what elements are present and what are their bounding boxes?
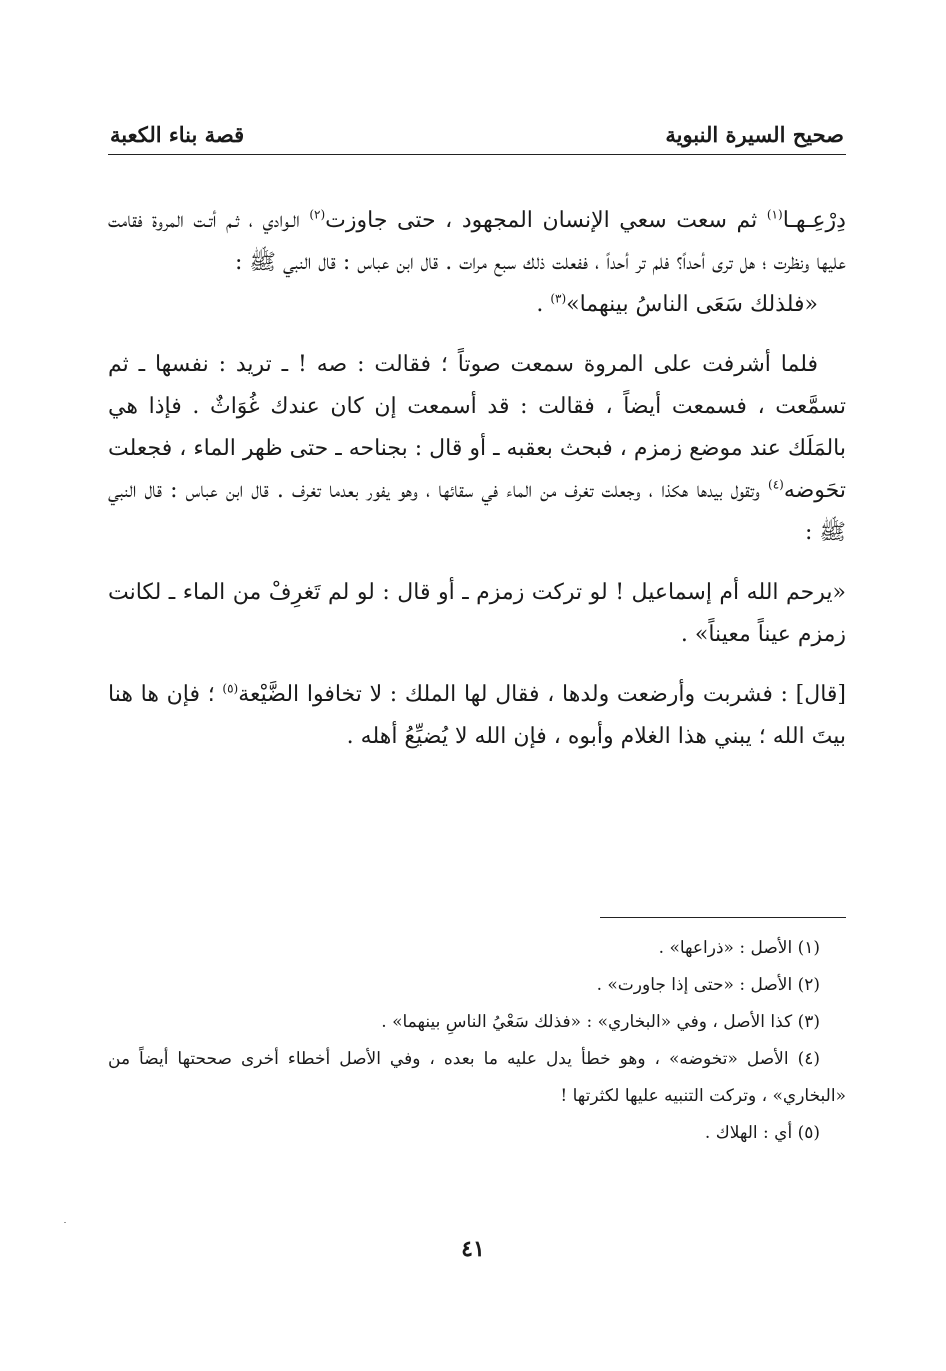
paragraph-2: [108, 344, 846, 554]
paragraph-1-middle: ثم سعت سعي الإنسان المجهود ، حتى جاوزت: [325, 208, 767, 233]
paragraph-2-end: وتقول بيدها هكذا ، وجعلت تغرف من الماء في سقائها ، وهو يفور بعدما تغرف . قال ابن عباس : قال النبي ﷺ :: [108, 478, 846, 545]
paragraph-1-start: دِرْعِـهـا: [782, 208, 846, 233]
footnote-ref-3: (٣): [550, 291, 567, 306]
hadith-quote-1: [108, 284, 846, 326]
book-title: صحيح السيرة النبوية: [665, 122, 844, 147]
paragraph-1: [108, 200, 846, 284]
paragraph-1-end: الـوادي ، ثـم أتـت المروة فقامت عليها ونظرت ؛ هل ترى أحداً؟ فلم تر أحداً ، ففعلت ذلك سبع مرات . قال ابن عباس : قال النبي ﷺ :: [108, 208, 846, 275]
footnotes: [108, 930, 846, 1152]
page-number: ٤١: [461, 1236, 485, 1262]
running-header: [108, 118, 846, 155]
footnote-ref-2: (٢): [309, 207, 326, 222]
chapter-title: قصة بناء الكعبة: [110, 122, 245, 147]
footnote-separator: [600, 917, 846, 918]
main-text: [108, 200, 846, 758]
paragraph-3-end: ؛ فإن ها هنا بيتَ الله ؛ يبني هذا الغلام وأبوه ، فإن الله لا يُضيِّعُ أهله .: [108, 682, 846, 749]
footnote-ref-5: (٥): [222, 681, 239, 696]
paragraph-3: [108, 674, 846, 758]
paragraph-2-start: فلما أشرفت على المروة سمعت صوتاً ؛ فقالت : صه ! ـ تريد : نفسها ـ ثم تسمَّعت ، فسمعت أيضاً ، فقالت : قد أسمعت إن كان عندك غُوَاثٌ . فإذا هي بالمَلَك عند موضع زمزم ، فبحث بعقبه ـ أو قال : بجناحه ـ حتى ظهر الماء ، فجعلت تحَوضه: [108, 352, 846, 503]
hadith-quote-1-text: «فلذلك سَعَى الناسُ بينهما»: [566, 292, 818, 317]
footnote-5: (٥) أي : الهلاك .: [704, 1123, 820, 1143]
hadith-quote-1-end: .: [536, 292, 551, 317]
footnote-1: (١) الأصل : «ذراعها» .: [658, 938, 820, 958]
footnote-3: (٣) كذا الأصل ، وفي «البخاري» : «فذلك سَعْيُ الناسِ بينهما» .: [381, 1012, 820, 1032]
footnote-2: (٢) الأصل : «حتى إذا جاورت» .: [596, 975, 820, 995]
hadith-quote-2: «يرحم الله أم إسماعيل ! لو تركت زمزم ـ أو قال : لو لم تَغرِفْ من الماء ـ لكانت زمزم عيناً معيناً» .: [108, 580, 846, 647]
margin-mark: [64, 1222, 66, 1223]
footnote-ref-1: (١): [766, 207, 783, 222]
footnote-ref-4: (٤): [768, 477, 784, 492]
paragraph-3-start: [قال] : فشربت وأرضعت ولدها ، فقال لها الملك : لا تخافوا الضَّيْعة: [238, 682, 847, 707]
footnote-4: (٤) الأصل «تخوضه» ، وهو خطأ يدل عليه ما بعده ، وفي الأصل أخطاء أخرى صححتها أيضاً من «البخاري» ، وتركت التنبيه عليها لكثرتها !: [108, 1049, 846, 1106]
